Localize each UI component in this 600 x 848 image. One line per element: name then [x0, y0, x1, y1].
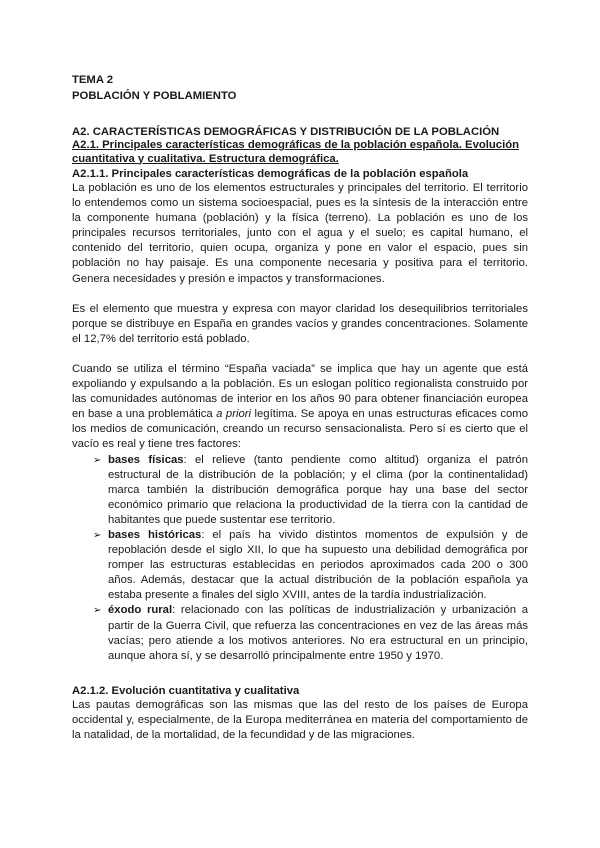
- arrow-bullet-icon: ➢: [93, 605, 102, 617]
- paragraph-3-end: legítima. Se apoya en unas estructuras eficaces como los medios de comunicación, creando un recurso sensacionalista. Pero sí es cierto que el vacío es real y tiene tres factores:: [72, 408, 528, 451]
- list-item: [93, 528, 528, 603]
- list-item: [93, 603, 528, 663]
- factor-text: : el relieve (tanto pendiente como altitud) organiza el patrón estructural de la distribución de la población; y el clima (por la continentalidad) marca también la distribución demográfica porque hay una base del sector económico primario que relaciona la productividad de la tierra con la cantidad de habitantes que puede sustentar ese territorio.: [108, 453, 528, 526]
- factor-text: : relacionado con las políticas de industrialización y urbanización a partir de la Guerra Civil, que refuerza las concentraciones en vez de las áreas más vacías; pero atiende a los motivos anteriores. No era estructural en un principio, aunque ahora sí, y se desarrolló principalmente entre 1950 y 1970.: [108, 604, 528, 662]
- paragraph-2: Es el elemento que muestra y expresa con mayor claridad los desequilibrios territoriales porque se distribuye en España en grandes vacíos y grandes concentraciones. Solamente el 12,7% del territorio está poblado.: [72, 302, 528, 345]
- factor-text: : el país ha vivido distintos momentos de expulsión y de repoblación desde el siglo XII, lo que ha supuesto una debilidad demográfica por romper las estructuras establecidas en periodos aproximados cada 200 o 300 años. Además, destacar que la actual distribución de la población española ya estaba presente a finales del siglo XVIII, antes de la tardía industrialización.: [108, 528, 528, 602]
- arrow-bullet-icon: ➢: [93, 454, 102, 466]
- paragraph-3-emphasis: a priori: [216, 408, 252, 421]
- factor-term: bases históricas: [108, 528, 202, 541]
- factor-term: éxodo rural: [108, 604, 173, 617]
- factors-list: [72, 453, 528, 664]
- section-title: A2. CARACTERÍSTICAS DEMOGRÁFICAS Y DISTRIBUCIÓN DE LA POBLACIÓN: [72, 126, 500, 138]
- paragraph-1: La población es uno de los elementos estructurales y principales del territorio. El territorio lo entendemos como un sistema socioespacial, pues es la síntesis de la interacción entre la componente humana (población) y la física (terreno). La población es uno de los principales recursos territoriales, junto con el agua y el suelo; es capital humano, el contenido del territorio, quien ocupa, organiza y pone en valor el espacio, pues sin población no hay paisaje. Es una componente necesaria y positiva para el territorio. Genera necesidades y presión e impactos y transformaciones.: [72, 182, 528, 285]
- paragraph-3-start: Cuando se utiliza el término “España vaciada” se implica que hay un agente que está expoliando y expulsando a la población. Es un eslogan político regionalista construido por las comunidades autónomas de interior en los años 90 para obtener financiación europea en base a una problemática: [72, 362, 528, 421]
- section-subtitle: A2.1. Principales características demográficas de la población española. Evolución cuantitativa y cualitativa. Estructura demográfica.: [72, 139, 520, 165]
- paragraph-4: Las pautas demográficas son las mismas que las del resto de los países de Europa occidental y, especialmente, de la Europa mediterránea en materia del comportamiento de la natalidad, de la mortalidad, de la fecundidad y de las migraciones.: [72, 698, 528, 741]
- paragraph-3: [72, 362, 528, 453]
- arrow-bullet-icon: ➢: [93, 529, 102, 541]
- factor-term: bases físicas: [108, 453, 184, 466]
- page-title: POBLACIÓN Y POBLAMIENTO: [72, 90, 237, 102]
- subsection-title-2: A2.1.2. Evolución cuantitativa y cualitativa: [72, 684, 300, 697]
- list-item: [93, 453, 528, 528]
- tema-label: TEMA 2: [72, 74, 114, 86]
- subsection-title-1: A2.1.1. Principales características demográficas de la población española: [72, 168, 469, 180]
